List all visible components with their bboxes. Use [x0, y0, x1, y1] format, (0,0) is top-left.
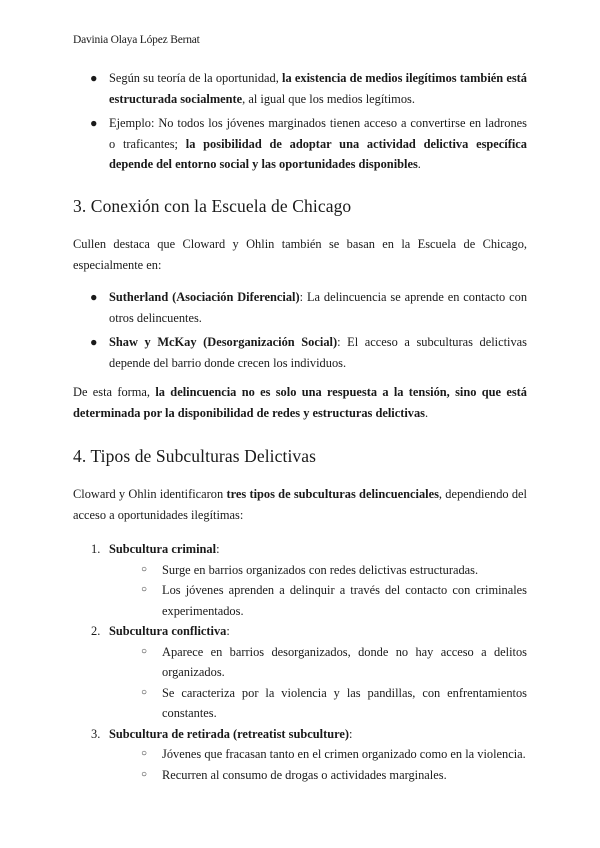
sub-list-item: ○ Jóvenes que fracasan tanto en el crimen organizado como en la violencia. — [109, 744, 527, 765]
list-item: ● Sutherland (Asociación Diferencial): La delincuencia se aprende en contacto con otros delincuentes. — [109, 287, 527, 328]
section-3-intro: Cullen destaca que Cloward y Ohlin también se basan en la Escuela de Chicago, especialmente en: — [73, 237, 527, 272]
sub-list — [109, 642, 527, 724]
subculture-types-list — [73, 539, 527, 785]
circle-bullet-icon: ○ — [141, 686, 148, 698]
list-number: 3. — [91, 726, 101, 741]
list-item: 3. Subcultura de retirada (retreatist subculture): ○ Jóvenes que fracasan tanto en el crimen organizado como en la violencia. ○ Recurren al consumo de drogas o actividades marginales. — [73, 724, 527, 786]
list-item: ● Shaw y McKay (Desorganización Social): El acceso a subculturas delictivas depende del barrio donde crecen los individuos. — [109, 332, 527, 373]
bullet-icon: ● — [90, 116, 98, 130]
sub-list — [109, 560, 527, 622]
sub-list — [109, 744, 527, 785]
section-3-heading: 3. Conexión con la Escuela de Chicago — [73, 196, 352, 216]
circle-bullet-icon: ○ — [141, 563, 148, 575]
chicago-school-bullet-list — [90, 287, 528, 373]
list-item: 1. Subcultura criminal: ○ Surge en barrios organizados con redes delictivas estructuradas. ○ Los jóvenes aprenden a delinquir a través del contacto con criminales experimentados. — [73, 539, 527, 621]
list-item: ● Según su teoría de la oportunidad, la existencia de medios ilegítimos también está estructurada socialmente, al igual que los medios legítimos. — [109, 68, 527, 109]
sub-list-item: ○ Los jóvenes aprenden a delinquir a través del contacto con criminales experimentados. — [109, 580, 527, 621]
section-4-heading: 4. Tipos de Subculturas Delictivas — [73, 446, 317, 466]
section-3-conclusion: De esta forma, la delincuencia no es solo una respuesta a la tensión, sino que está determinada por la disponibilidad de redes y estructuras delictivas. — [73, 385, 527, 420]
list-number: 1. — [91, 542, 101, 556]
sub-list-item: ○ Aparece en barrios desorganizados, donde no hay acceso a delitos organizados. — [109, 642, 527, 683]
bullet-icon: ● — [90, 290, 98, 304]
list-item: ● Ejemplo: No todos los jóvenes marginados tienen acceso a convertirse en ladrones o traficantes; la posibilidad de adoptar una actividad delictiva específica depende del entorno social y las oportunidades disponibles. — [109, 113, 527, 175]
section-4-intro: Cloward y Ohlin identificaron tres tipos de subculturas delincuenciales, dependiendo del acceso a oportunidades ilegítimas: — [73, 487, 527, 522]
sub-list-item: ○ Se caracteriza por la violencia y las pandillas, con enfrentamientos constantes. — [109, 683, 527, 724]
sub-list-item: ○ Surge en barrios organizados con redes delictivas estructuradas. — [109, 560, 527, 581]
circle-bullet-icon: ○ — [141, 748, 148, 759]
bullet-icon: ● — [90, 71, 98, 85]
sub-list-item: ○ Recurren al consumo de drogas o actividades marginales. — [109, 765, 527, 786]
bullet-icon: ● — [90, 335, 98, 349]
circle-bullet-icon: ○ — [141, 768, 148, 780]
list-item: 2. Subcultura conflictiva: ○ Aparece en barrios desorganizados, donde no hay acceso a delitos organizados. ○ Se caracteriza por la violencia y las pandillas, con enfrentamientos constantes. — [73, 621, 527, 724]
circle-bullet-icon: ○ — [141, 584, 148, 595]
circle-bullet-icon: ○ — [141, 645, 148, 657]
page-header-author: Davinia Olaya López Bernat — [73, 34, 200, 46]
list-number: 2. — [91, 624, 101, 638]
opportunity-bullet-list — [90, 68, 527, 175]
